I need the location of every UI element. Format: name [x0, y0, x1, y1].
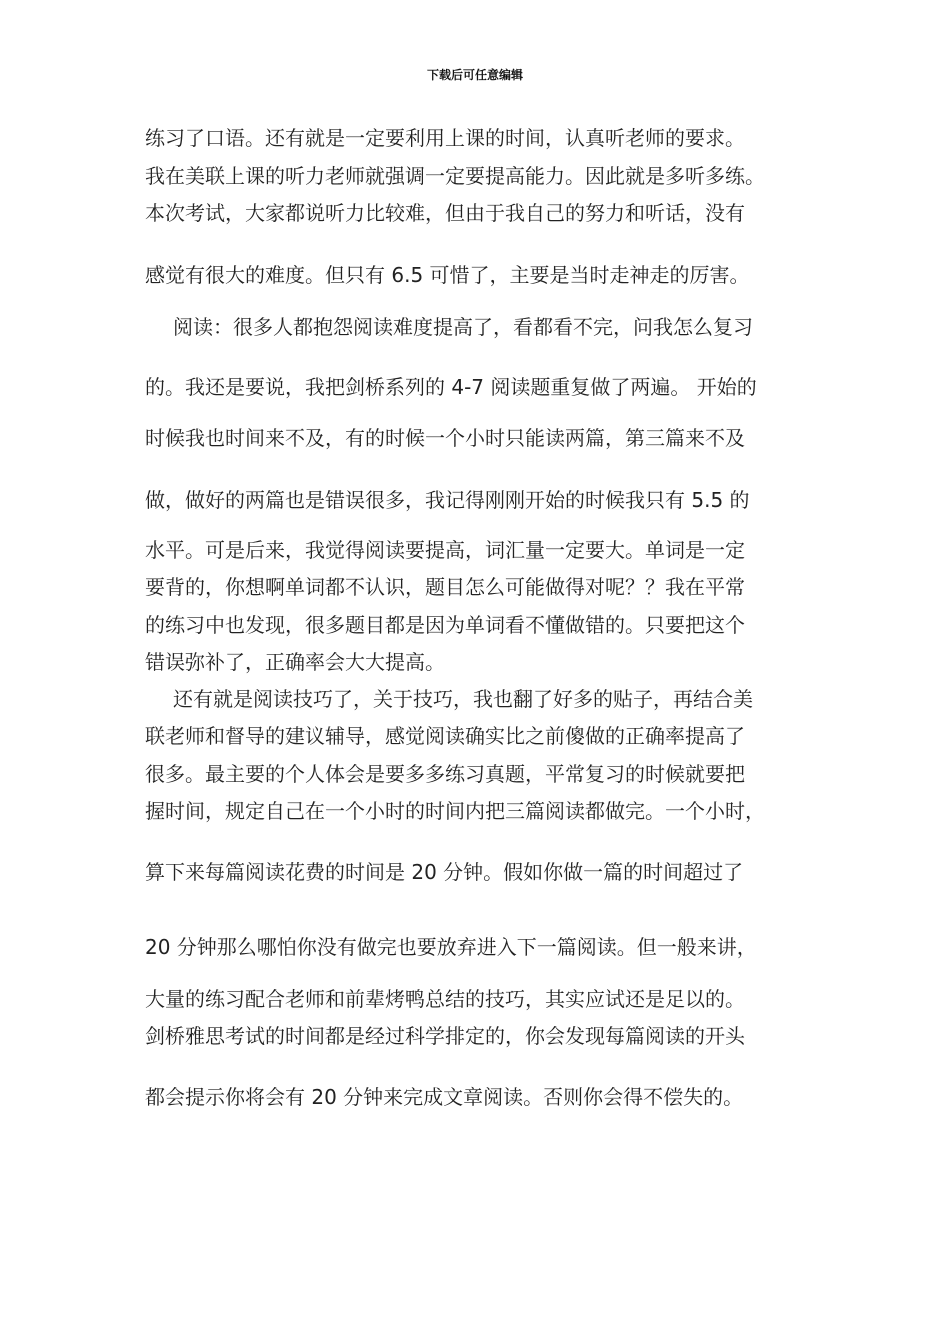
text-line: 都会提示你将会有 20 分钟来完成文章阅读。否则你会得不偿失的。: [145, 1085, 744, 1109]
paragraph-start-line: 阅读：很多人都抱怨阅读难度提高了，看都看不完，问我怎么复习: [173, 315, 753, 339]
text-line: 水平。可是后来，我觉得阅读要提高，词汇量一定要大。单词是一定: [145, 538, 745, 562]
text-line: 我在美联上课的听力老师就强调一定要提高能力。因此就是多听多练。: [145, 164, 765, 188]
text-line: 很多。最主要的个人体会是要多多练习真题，平常复习的时候就要把: [145, 762, 745, 786]
text-line: 算下来每篇阅读花费的时间是 20 分钟。假如你做一篇的时间超过了: [145, 860, 744, 884]
text-line: 要背的，你想啊单词都不认识，题目怎么可能做得对呢？？我在平常: [145, 575, 745, 599]
text-line: 做，做好的两篇也是错误很多，我记得刚刚开始的时候我只有 5.5 的: [145, 488, 750, 512]
text-line: 的练习中也发现，很多题目都是因为单词看不懂做错的。只要把这个: [145, 613, 745, 637]
page-header: 下载后可任意编辑: [426, 68, 523, 82]
text-line: 本次考试，大家都说听力比较难，但由于我自己的努力和听话，没有: [145, 201, 745, 225]
text-line: 的。我还是要说，我把剑桥系列的 4-7 阅读题重复做了两遍。 开始的: [145, 375, 757, 399]
text-line: 联老师和督导的建议辅导，感觉阅读确实比之前傻做的正确率提高了: [145, 724, 745, 748]
paragraph-start-line: 还有就是阅读技巧了，关于技巧，我也翻了好多的贴子，再结合美: [173, 687, 753, 711]
text-line: 错误弥补了，正确率会大大提高。: [145, 650, 445, 674]
text-line: 20 分钟那么哪怕你没有做完也要放弃进入下一篇阅读。但一般来讲，: [145, 935, 757, 959]
text-line: 感觉有很大的难度。但只有 6.5 可惜了，主要是当时走神走的厉害。: [145, 263, 750, 287]
text-line: 剑桥雅思考试的时间都是经过科学排定的，你会发现每篇阅读的开头: [145, 1024, 745, 1048]
text-line: 大量的练习配合老师和前辈烤鸭总结的技巧，其实应试还是足以的。: [145, 987, 745, 1011]
text-line: 时候我也时间来不及，有的时候一个小时只能读两篇，第三篇来不及: [145, 426, 745, 450]
text-line: 练习了口语。还有就是一定要利用上课的时间，认真听老师的要求。: [145, 126, 745, 150]
text-line: 握时间，规定自己在一个小时的时间内把三篇阅读都做完。一个小时，: [145, 799, 765, 823]
